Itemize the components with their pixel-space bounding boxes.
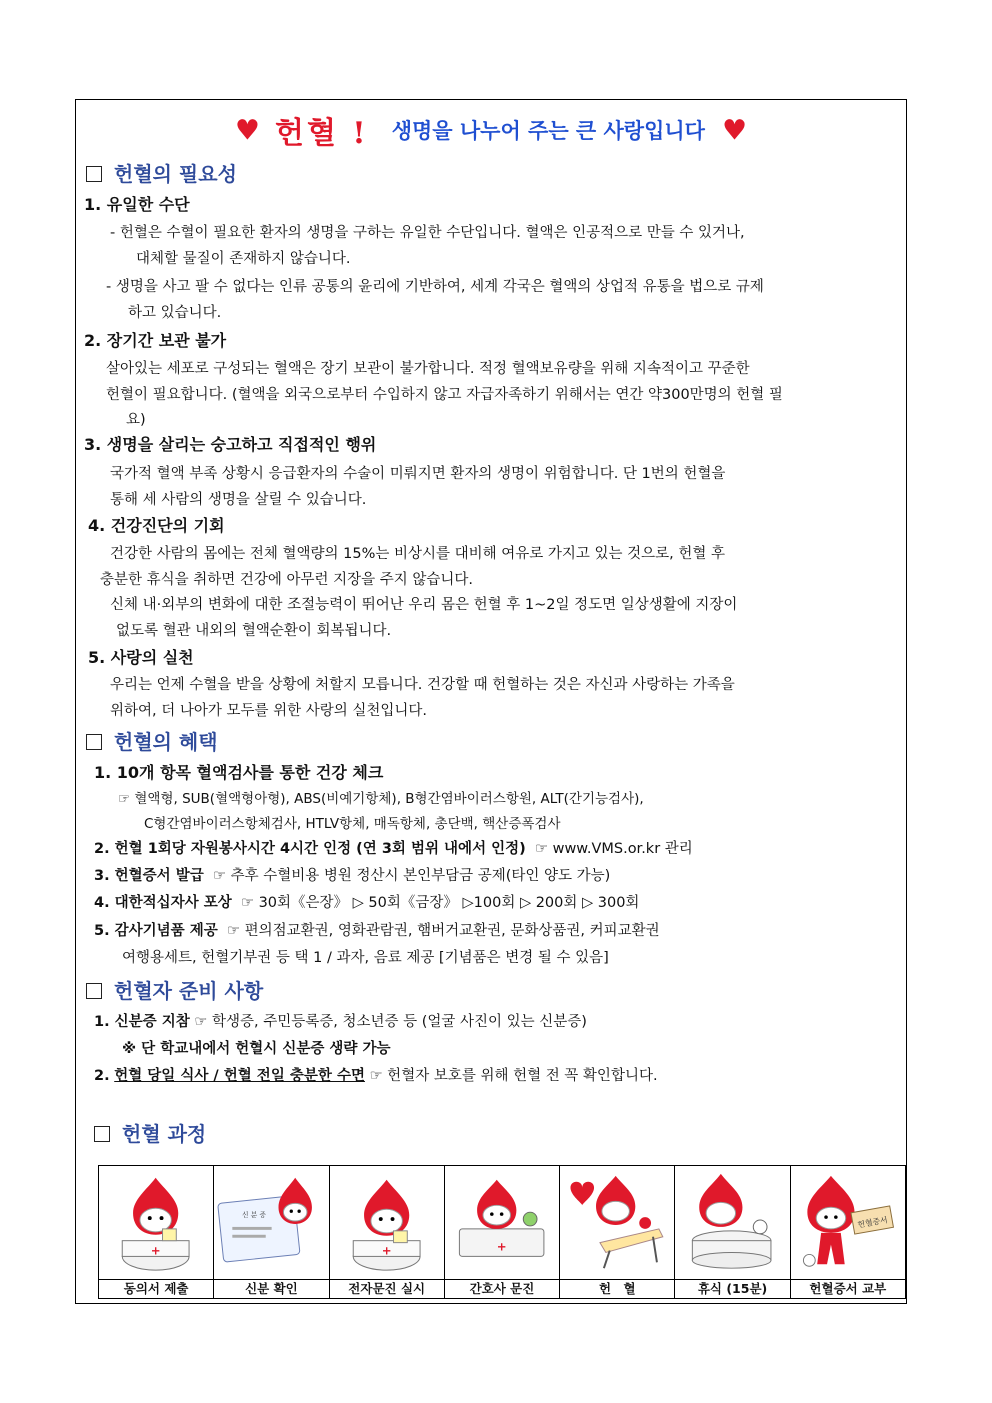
mascot-illustration [445, 1166, 559, 1279]
benefit-row: 5. 감사기념품 제공 ☞ 편의점교환권, 영화관람권, 햄버거교환권, 문화상품권, 커피교환권 [94, 923, 660, 939]
title-sub: 생명을 나누어 주는 큰 사랑입니다 [391, 119, 705, 143]
item-text: 요) [126, 412, 146, 428]
benefit-heading: 1. 10개 항목 혈액검사를 통한 건강 체크 [94, 763, 384, 782]
benefit-row: 3. 헌혈증서 발급 ☞ 추후 수혈비용 병원 정산시 본인부담금 공제(타인 양도 가능) [94, 868, 611, 884]
mascot-illustration [560, 1166, 674, 1279]
item-text: 없도록 혈관 내외의 혈액순환이 회복됩니다. [116, 623, 392, 639]
title-main: 헌혈 ! [275, 116, 369, 151]
checkbox-icon [94, 1126, 110, 1142]
item-text: - 생명을 사고 팔 수 없다는 인류 공통의 윤리에 기반하여, 세계 각국은 혈액의 상업적 유통을 법으로 규제 [106, 279, 764, 295]
item-text: 충분한 휴식을 취하면 건강에 아무런 지장을 주지 않습니다. [100, 572, 474, 588]
mascot-illustration [214, 1166, 328, 1279]
certificate-label: 헌혈증서 [856, 1215, 889, 1230]
checkbox-icon [86, 983, 102, 999]
item-text: 대체할 물질이 존재하지 않습니다. [136, 251, 351, 267]
item-heading: 2. 장기간 보관 불가 [84, 331, 227, 350]
svg-text:+: + [150, 1243, 161, 1258]
section-heading-process: 헌혈 과정 [94, 1118, 206, 1147]
step-rest [675, 1166, 790, 1298]
svg-text:+: + [381, 1243, 392, 1258]
item-text: 살아있는 세포로 구성되는 혈액은 장기 보관이 불가합니다. 적정 혈액보유량을 위해 지속적이고 꾸준한 [106, 361, 750, 377]
item-text: 하고 있습니다. [128, 305, 222, 321]
prep-row: 1. 신분증 지참 ☞ 학생증, 주민등록증, 청소년증 등 (얼굴 사진이 있는 신분증) [94, 1014, 587, 1030]
flyer-frame [75, 99, 907, 1304]
step-label: 전자문진 실시 [330, 1279, 444, 1298]
heart-icon: ♥ [722, 113, 748, 147]
mascot-illustration [675, 1166, 789, 1279]
item-text: 헌혈이 필요합니다. (혈액을 외국으로부터 수입하지 않고 자급자족하기 위해서는 연간 약300만명의 헌혈 필 [106, 387, 783, 403]
prep-note: ※ 단 학교내에서 헌혈시 신분증 생략 가능 [122, 1041, 391, 1057]
item-text: 국가적 혈액 부족 상황시 응급환자의 수술이 미뤄지면 환자의 생명이 위험합니다. 단 1번의 헌혈을 [110, 466, 726, 482]
item-heading: 1. 유일한 수단 [84, 195, 190, 214]
benefit-text: ☞ 혈액형, SUB(혈액형아형), ABS(비예기항체), B형간염바이러스항원, ALT(간기능검사), [118, 791, 644, 807]
step-id-check [214, 1166, 329, 1298]
checkbox-icon [86, 166, 102, 182]
benefit-row: 4. 대한적십자사 포상 ☞ 30회《은장》 ▷ 50회《금장》 ▷100회 ▷ 200회 ▷ 300회 [94, 895, 640, 911]
section-heading-necessity: 헌혈의 필요성 [86, 158, 237, 187]
section-heading-benefits: 헌혈의 혜택 [86, 726, 218, 755]
prep-row: 2. 헌혈 당일 식사 / 헌혈 전일 충분한 수면 ☞ 헌혈자 보호를 위해 헌혈 전 꼭 확인합니다. [94, 1068, 658, 1084]
benefit-text: C형간염바이러스항체검사, HTLV항체, 매독항체, 총단백, 핵산증폭검사 [144, 816, 561, 832]
flyer-title [76, 108, 906, 152]
step-consent [99, 1166, 214, 1298]
mascot-illustration [330, 1166, 444, 1279]
step-label: 간호사 문진 [445, 1279, 559, 1298]
item-heading: 4. 건강진단의 기회 [88, 516, 225, 535]
heart-icon: ♥ [234, 113, 260, 147]
mascot-illustration [791, 1166, 905, 1279]
section-heading-preparation: 헌혈자 준비 사항 [86, 975, 263, 1004]
item-text: - 헌혈은 수혈이 필요한 환자의 생명을 구하는 유일한 수단입니다. 혈액은 인공적으로 만들 수 있거나, [110, 225, 745, 241]
item-text: 건강한 사람의 몸에는 전체 혈액량의 15%는 비상시를 대비해 여유로 가지고 있는 것으로, 헌혈 후 [110, 546, 726, 562]
mascot-illustration [99, 1166, 213, 1279]
item-text: 신체 내·외부의 변화에 대한 조절능력이 뛰어난 우리 몸은 헌혈 후 1~2일 정도면 일상생활에 지장이 [110, 597, 738, 613]
item-text: 우리는 언제 수혈을 받을 상황에 처할지 모릅니다. 건강할 때 헌혈하는 것은 자신과 사랑하는 가족을 [110, 677, 735, 693]
step-label: 동의서 제출 [99, 1279, 213, 1298]
svg-text:+: + [496, 1239, 507, 1254]
step-e-questionnaire [330, 1166, 445, 1298]
step-donation [560, 1166, 675, 1298]
step-label: 휴식 (15분) [675, 1279, 789, 1298]
item-heading: 5. 사랑의 실천 [88, 648, 194, 667]
item-text: 위하여, 더 나아가 모두를 위한 사랑의 실천입니다. [110, 703, 428, 719]
step-label: 신분 확인 [214, 1279, 328, 1298]
benefit-text: 여행용세트, 헌혈기부권 등 택 1 / 과자, 음료 제공 [기념품은 변경 될 수 있음] [122, 950, 609, 966]
benefit-row: 2. 헌혈 1회당 자원봉사시간 4시간 인정 (연 3회 범위 내에서 인정) ☞ www.VMS.or.kr 관리 [94, 841, 693, 857]
step-certificate [791, 1166, 905, 1298]
item-text: 통해 세 사람의 생명을 살릴 수 있습니다. [110, 492, 367, 508]
step-label: 헌혈증서 교부 [791, 1279, 905, 1298]
step-label: 헌 혈 [560, 1279, 674, 1298]
step-nurse-interview [445, 1166, 560, 1298]
id-card-label: 신 분 증 [242, 1211, 267, 1220]
item-heading: 3. 생명을 살리는 숭고하고 직접적인 행위 [84, 435, 377, 454]
checkbox-icon [86, 734, 102, 750]
process-steps [98, 1165, 906, 1299]
